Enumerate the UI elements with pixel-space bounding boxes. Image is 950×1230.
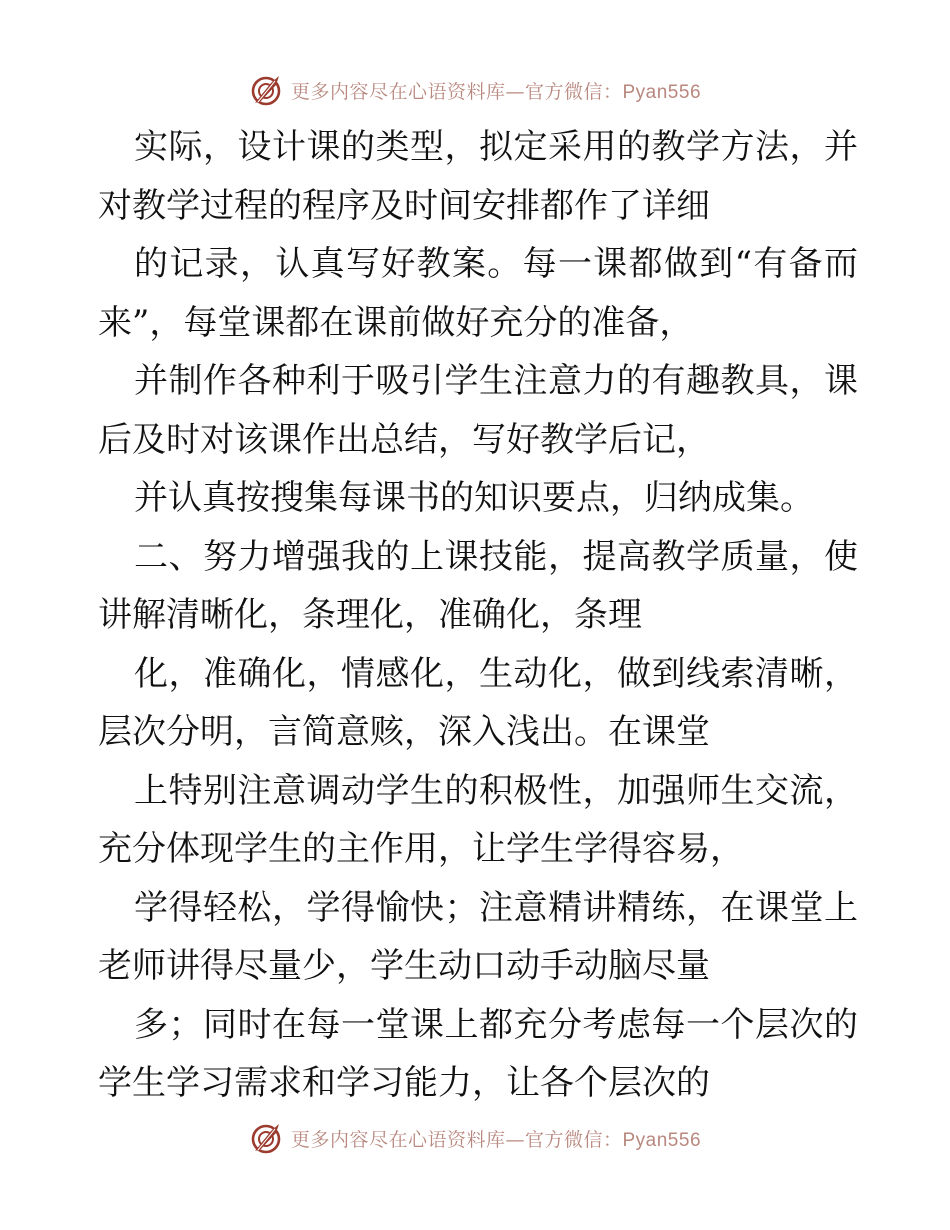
paragraph: 上特别注意调动学生的积极性，加强师生交流，充分体现学生的主作用，让学生学得容易， (98, 770, 858, 869)
paragraph: 多；同时在每一堂课上都充分考虑每一个层次的学生学习需求和学习能力，让各个层次的 (98, 1004, 858, 1103)
footer-banner (0, 1118, 950, 1158)
paragraph: 并制作各种利于吸引学生注意力的有趣教具，课后及时对该课作出总结，写好教学后记， (98, 361, 858, 460)
quill-logo-icon (249, 1121, 283, 1155)
header-banner (0, 70, 950, 110)
footer-banner-text: 更多内容尽在心语资料库—官方微信：Pyan556 (290, 1128, 702, 1151)
quill-logo-icon (249, 73, 283, 107)
paragraph: 并认真按搜集每课书的知识要点，归纳成集。 (134, 478, 814, 518)
paragraph: 的记录，认真写好教案。每一课都做到“有备而来”，每堂课都在课前做好充分的准备， (98, 244, 858, 343)
paragraph: 学得轻松，学得愉快；注意精讲精练，在课堂上老师讲得尽量少，学生动口动手动脑尽量 (98, 887, 858, 986)
document-body (98, 118, 858, 1113)
paragraph: 化，准确化，情感化，生动化，做到线索清晰，层次分明，言简意赅，深入浅出。在课堂 (98, 653, 858, 752)
paragraph: 二、努力增强我的上课技能，提高教学质量，使讲解清晰化，条理化，准确化，条理 (98, 536, 858, 635)
header-banner-text: 更多内容尽在心语资料库—官方微信：Pyan556 (290, 80, 702, 103)
paragraph: 实际，设计课的类型，拟定采用的教学方法，并对教学过程的程序及时间安排都作了详细 (98, 127, 858, 226)
